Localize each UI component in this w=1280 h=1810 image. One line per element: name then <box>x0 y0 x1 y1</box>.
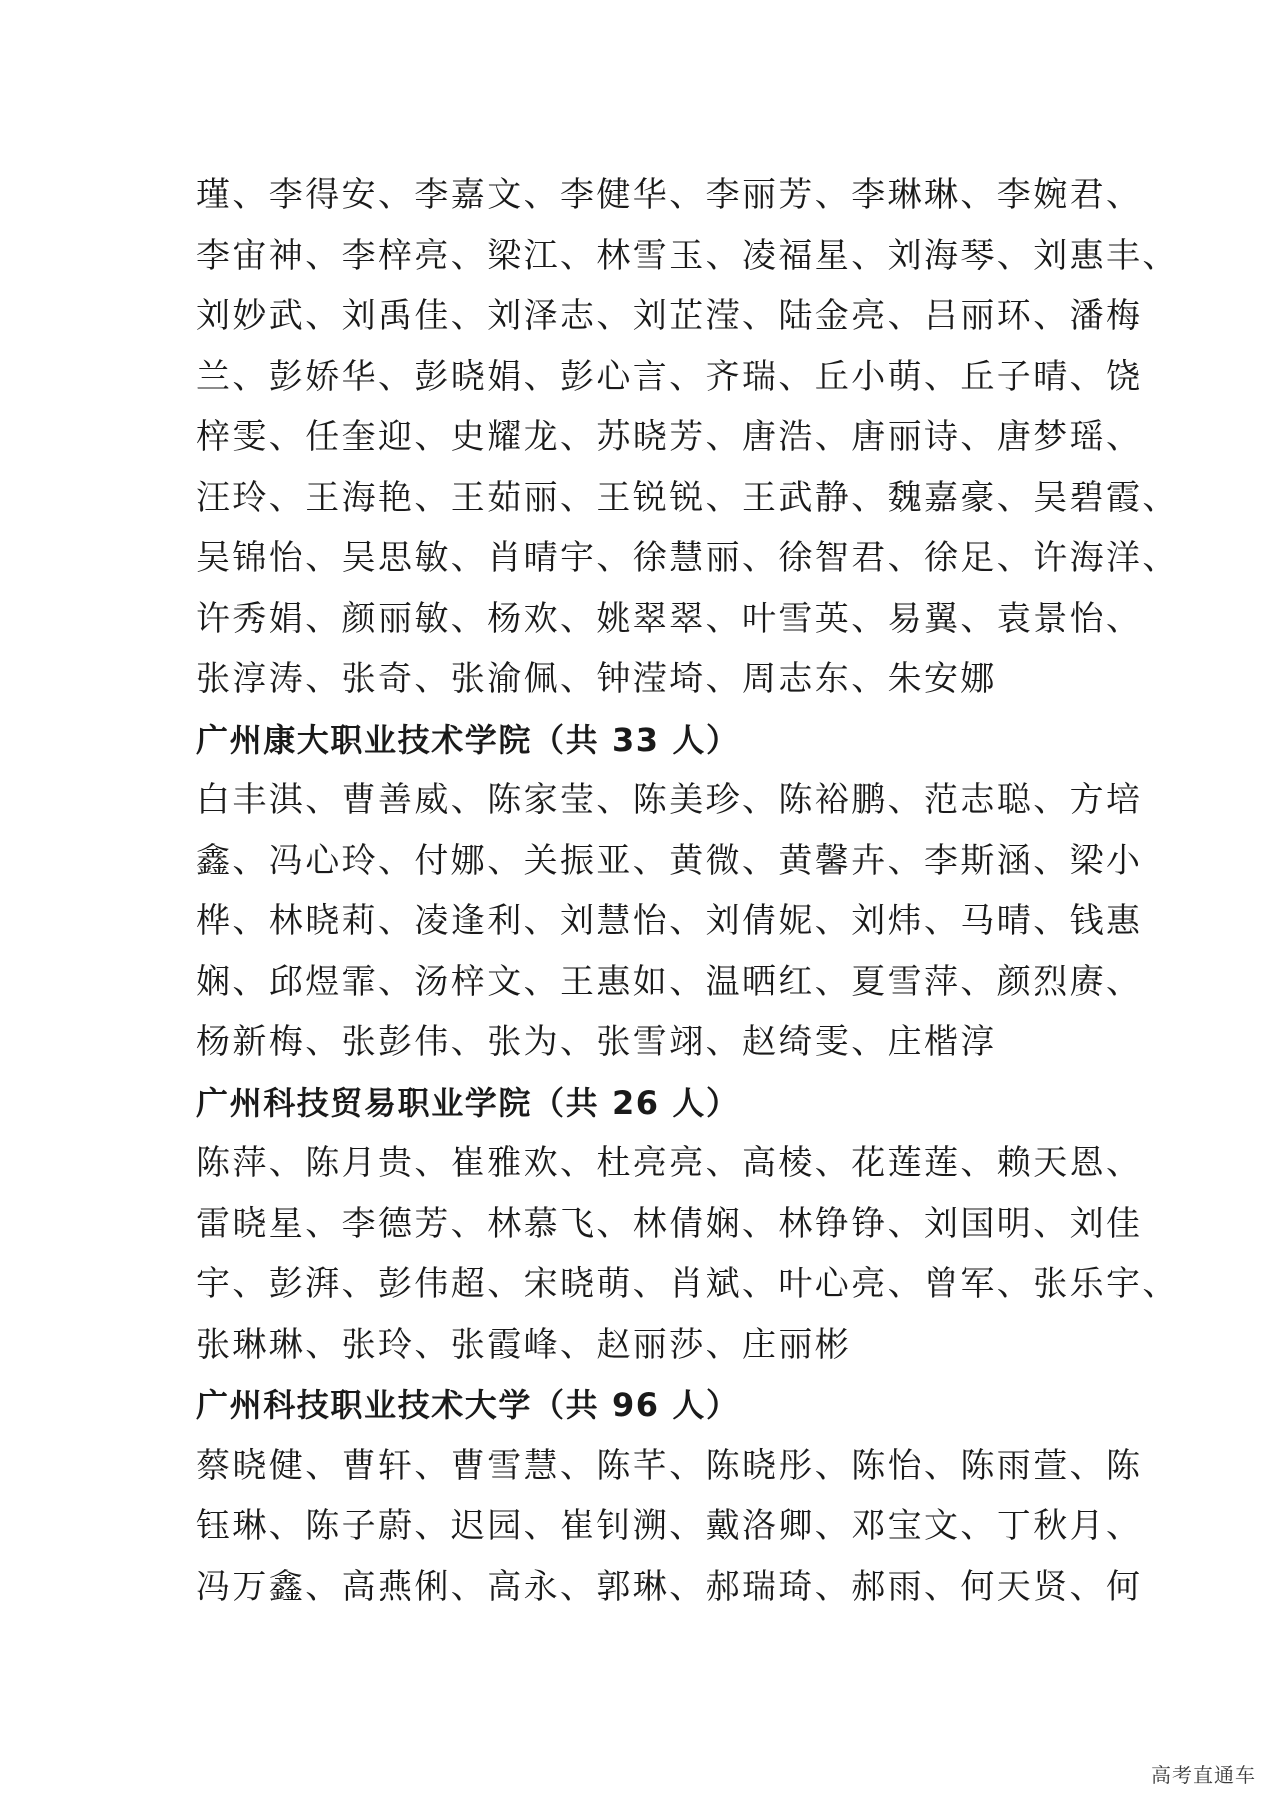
name-list-line: 陈萍、陈月贵、崔雅欢、杜亮亮、高棱、花莲莲、赖天恩、 <box>196 1143 1143 1183</box>
name-list-line: 兰、彭娇华、彭晓娟、彭心言、齐瑞、丘小萌、丘子晴、饶 <box>196 356 1143 397</box>
name-list-line: 蔡晓健、曹轩、曹雪慧、陈芊、陈晓彤、陈怡、陈雨萱、陈 <box>196 1445 1143 1486</box>
name-list-line: 鑫、冯心玲、付娜、关振亚、黄微、黄馨卉、李斯涵、梁小 <box>196 840 1143 881</box>
name-list-line: 白丰淇、曹善威、陈家莹、陈美珍、陈裕鹏、范志聪、方培 <box>196 780 1143 820</box>
name-list-line: 瑾、李得安、李嘉文、李健华、李丽芳、李琳琳、李婉君、 <box>196 175 1143 215</box>
name-list-line: 刘妙武、刘禹佳、刘泽志、刘芷滢、陆金亮、吕丽环、潘梅 <box>196 296 1143 336</box>
name-list-line: 桦、林晓莉、凌逢利、刘慧怡、刘倩妮、刘炜、马晴、钱惠 <box>196 901 1143 941</box>
watermark-text: 高考直通车 <box>1151 1763 1256 1787</box>
name-list-line: 冯万鑫、高燕俐、高永、郭琳、郝瑞琦、郝雨、何天贤、何 <box>196 1566 1143 1607</box>
name-list-line: 雷晓星、李德芳、林慕飞、林倩娴、林铮铮、刘国明、刘佳 <box>196 1203 1143 1244</box>
name-list-line: 李宙神、李梓亮、梁江、林雪玉、凌福星、刘海琴、刘惠丰、 <box>196 235 1179 276</box>
name-list-line: 吴锦怡、吴思敏、肖晴宇、徐慧丽、徐智君、徐足、许海洋、 <box>196 538 1179 578</box>
name-list-line: 张琳琳、张玲、张霞峰、赵丽莎、庄丽彬 <box>196 1324 852 1365</box>
name-list-line: 杨新梅、张彭伟、张为、张雪翊、赵绮雯、庄楷淳 <box>196 1022 997 1062</box>
name-list-line: 张淳涛、张奇、张渝佩、钟滢埼、周志东、朱安娜 <box>196 659 997 699</box>
section-heading-keji-maoyi: 广州科技贸易职业学院（共 26 人） <box>196 1083 740 1122</box>
name-list-line: 娴、邱煜霏、汤梓文、王惠如、温晒红、夏雪萍、颜烈赓、 <box>196 961 1143 1002</box>
section-heading-kangda: 广州康大职业技术学院（共 33 人） <box>196 720 740 759</box>
name-list-line: 宇、彭湃、彭伟超、宋晓萌、肖斌、叶心亮、曾军、张乐宇、 <box>196 1264 1179 1304</box>
name-list-line: 汪玲、王海艳、王茹丽、王锐锐、王武静、魏嘉豪、吴碧霞、 <box>196 477 1179 518</box>
name-list-line: 许秀娟、颜丽敏、杨欢、姚翠翠、叶雪英、易翼、袁景怡、 <box>196 598 1143 639</box>
section-heading-keji-daxue: 广州科技职业技术大学（共 96 人） <box>196 1386 740 1424</box>
document-body <box>196 165 1179 1617</box>
name-list-line: 梓雯、任奎迎、史耀龙、苏晓芳、唐浩、唐丽诗、唐梦瑶、 <box>196 417 1143 457</box>
name-list-line: 钰琳、陈子蔚、迟园、崔钊溯、戴洛卿、邓宝文、丁秋月、 <box>196 1506 1143 1546</box>
